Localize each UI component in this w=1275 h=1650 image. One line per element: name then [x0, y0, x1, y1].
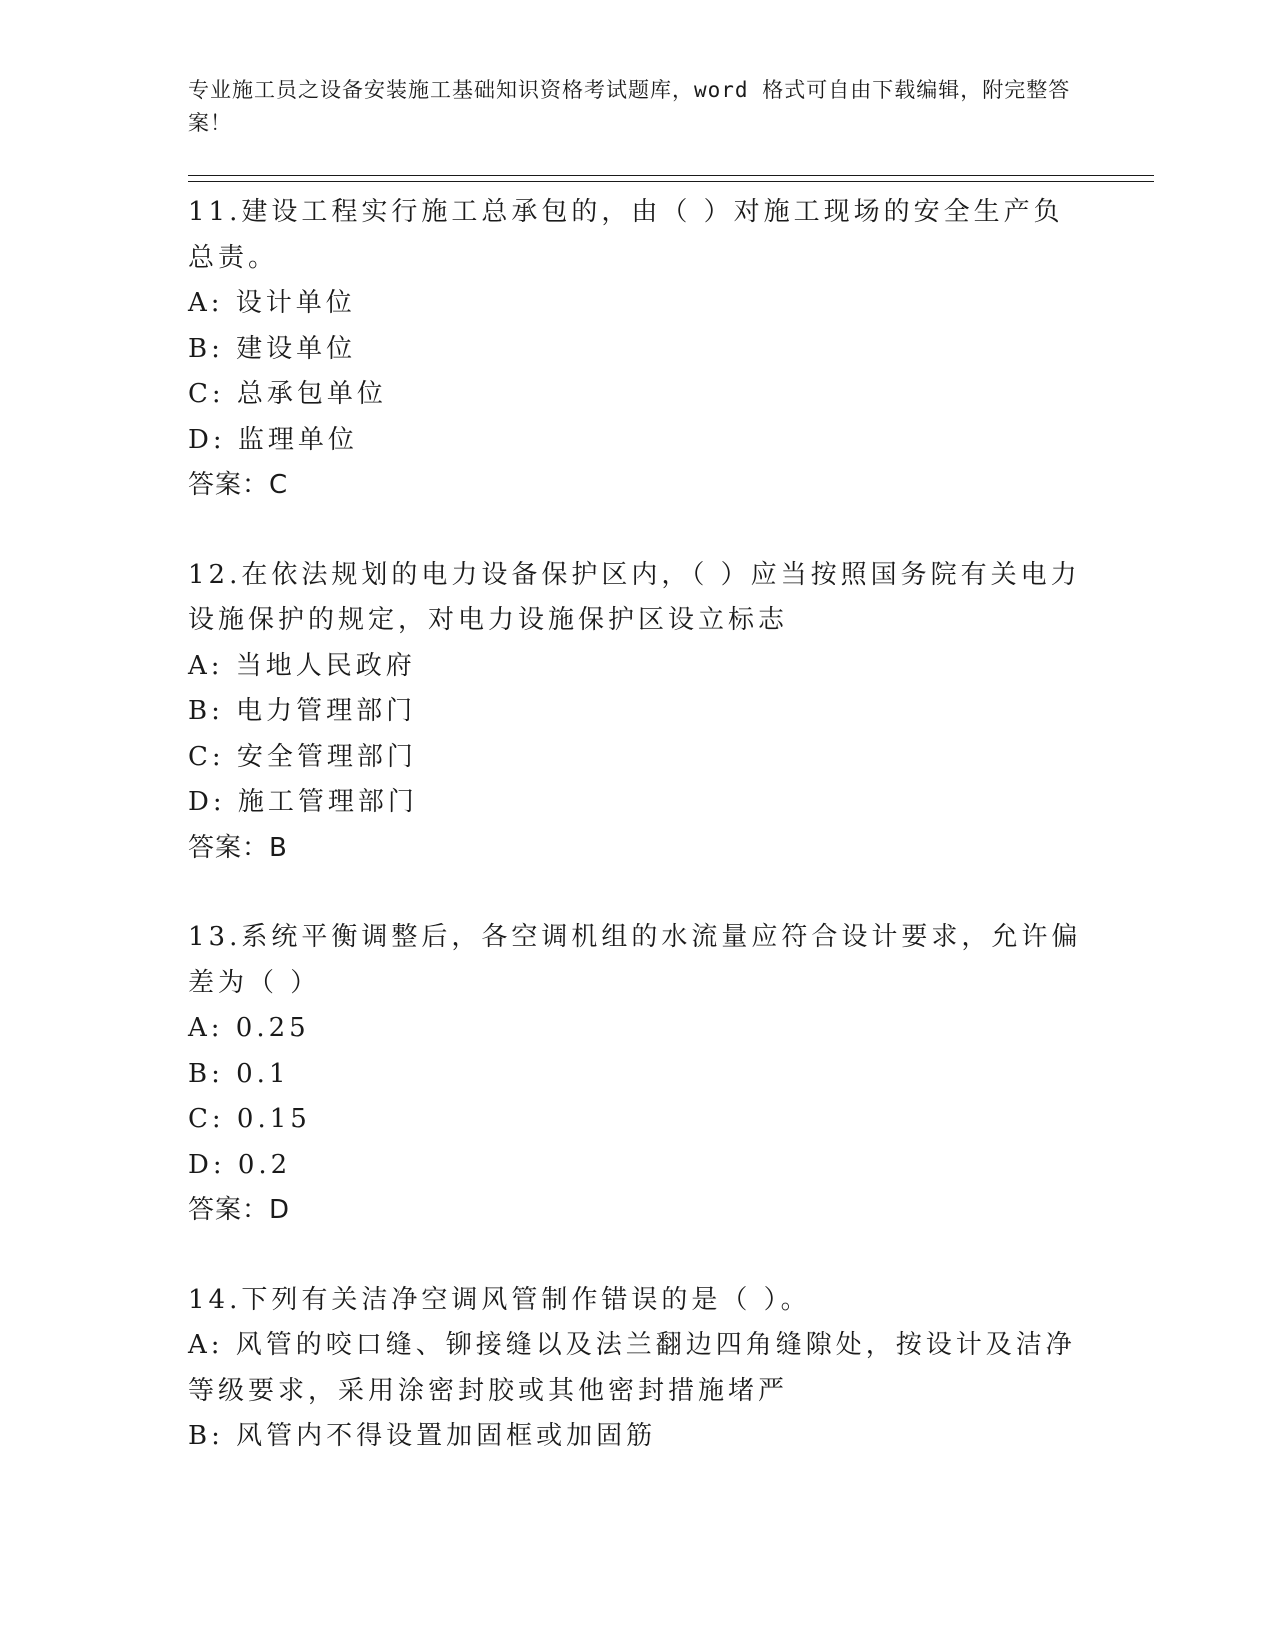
question-stem: 13.系统平衡调整后，各空调机组的水流量应符合设计要求，允许偏差为（ ）	[188, 922, 1082, 998]
option-d: D: 监理单位	[188, 424, 358, 455]
option-d: D: 施工管理部门	[188, 787, 418, 817]
option-b: B: 0.1	[188, 1058, 290, 1089]
question-stem: 12.在依法规划的电力设备保护区内，（ ）应当按照国务院有关电力设施保护的规定，对电力设施保护区设立标志	[188, 559, 1081, 635]
question-14	[188, 1278, 1088, 1460]
answer: 答案：B	[188, 832, 288, 863]
option-c: C: 总承包单位	[188, 379, 387, 409]
answer: 答案：C	[188, 470, 289, 500]
option-b: B: 建设单位	[188, 333, 357, 364]
question-list	[188, 190, 1088, 1460]
option-a: A: 当地人民政府	[188, 650, 416, 681]
question-13	[188, 915, 1088, 1234]
answer: 答案：D	[188, 1195, 291, 1225]
option-d: D: 0.2	[188, 1149, 292, 1180]
question-12	[188, 553, 1088, 872]
option-a: A: 0.25	[188, 1013, 310, 1043]
header-divider-bottom	[188, 181, 1154, 182]
option-b: B: 风管内不得设置加固框或加固筋	[188, 1421, 657, 1451]
option-b: B: 电力管理部门	[188, 696, 417, 726]
option-c: C: 安全管理部门	[188, 741, 417, 772]
question-stem: 11.建设工程实行施工总承包的，由（ ）对施工现场的安全生产负总责。	[188, 197, 1064, 273]
question-stem: 14.下列有关洁净空调风管制作错误的是（ ）。	[188, 1284, 811, 1315]
option-a: A: 设计单位	[188, 288, 356, 318]
document-header-note: 专业施工员之设备安装施工基础知识资格考试题库，word 格式可自由下载编辑，附完整答案！	[188, 78, 1071, 135]
question-11	[188, 190, 1088, 509]
option-a: A: 风管的咬口缝、铆接缝以及法兰翻边四角缝隙处，按设计及洁净等级要求，采用涂密封胶或其他密封措施堵严	[188, 1330, 1076, 1406]
option-c: C: 0.15	[188, 1104, 311, 1134]
header-divider-top	[188, 175, 1154, 176]
